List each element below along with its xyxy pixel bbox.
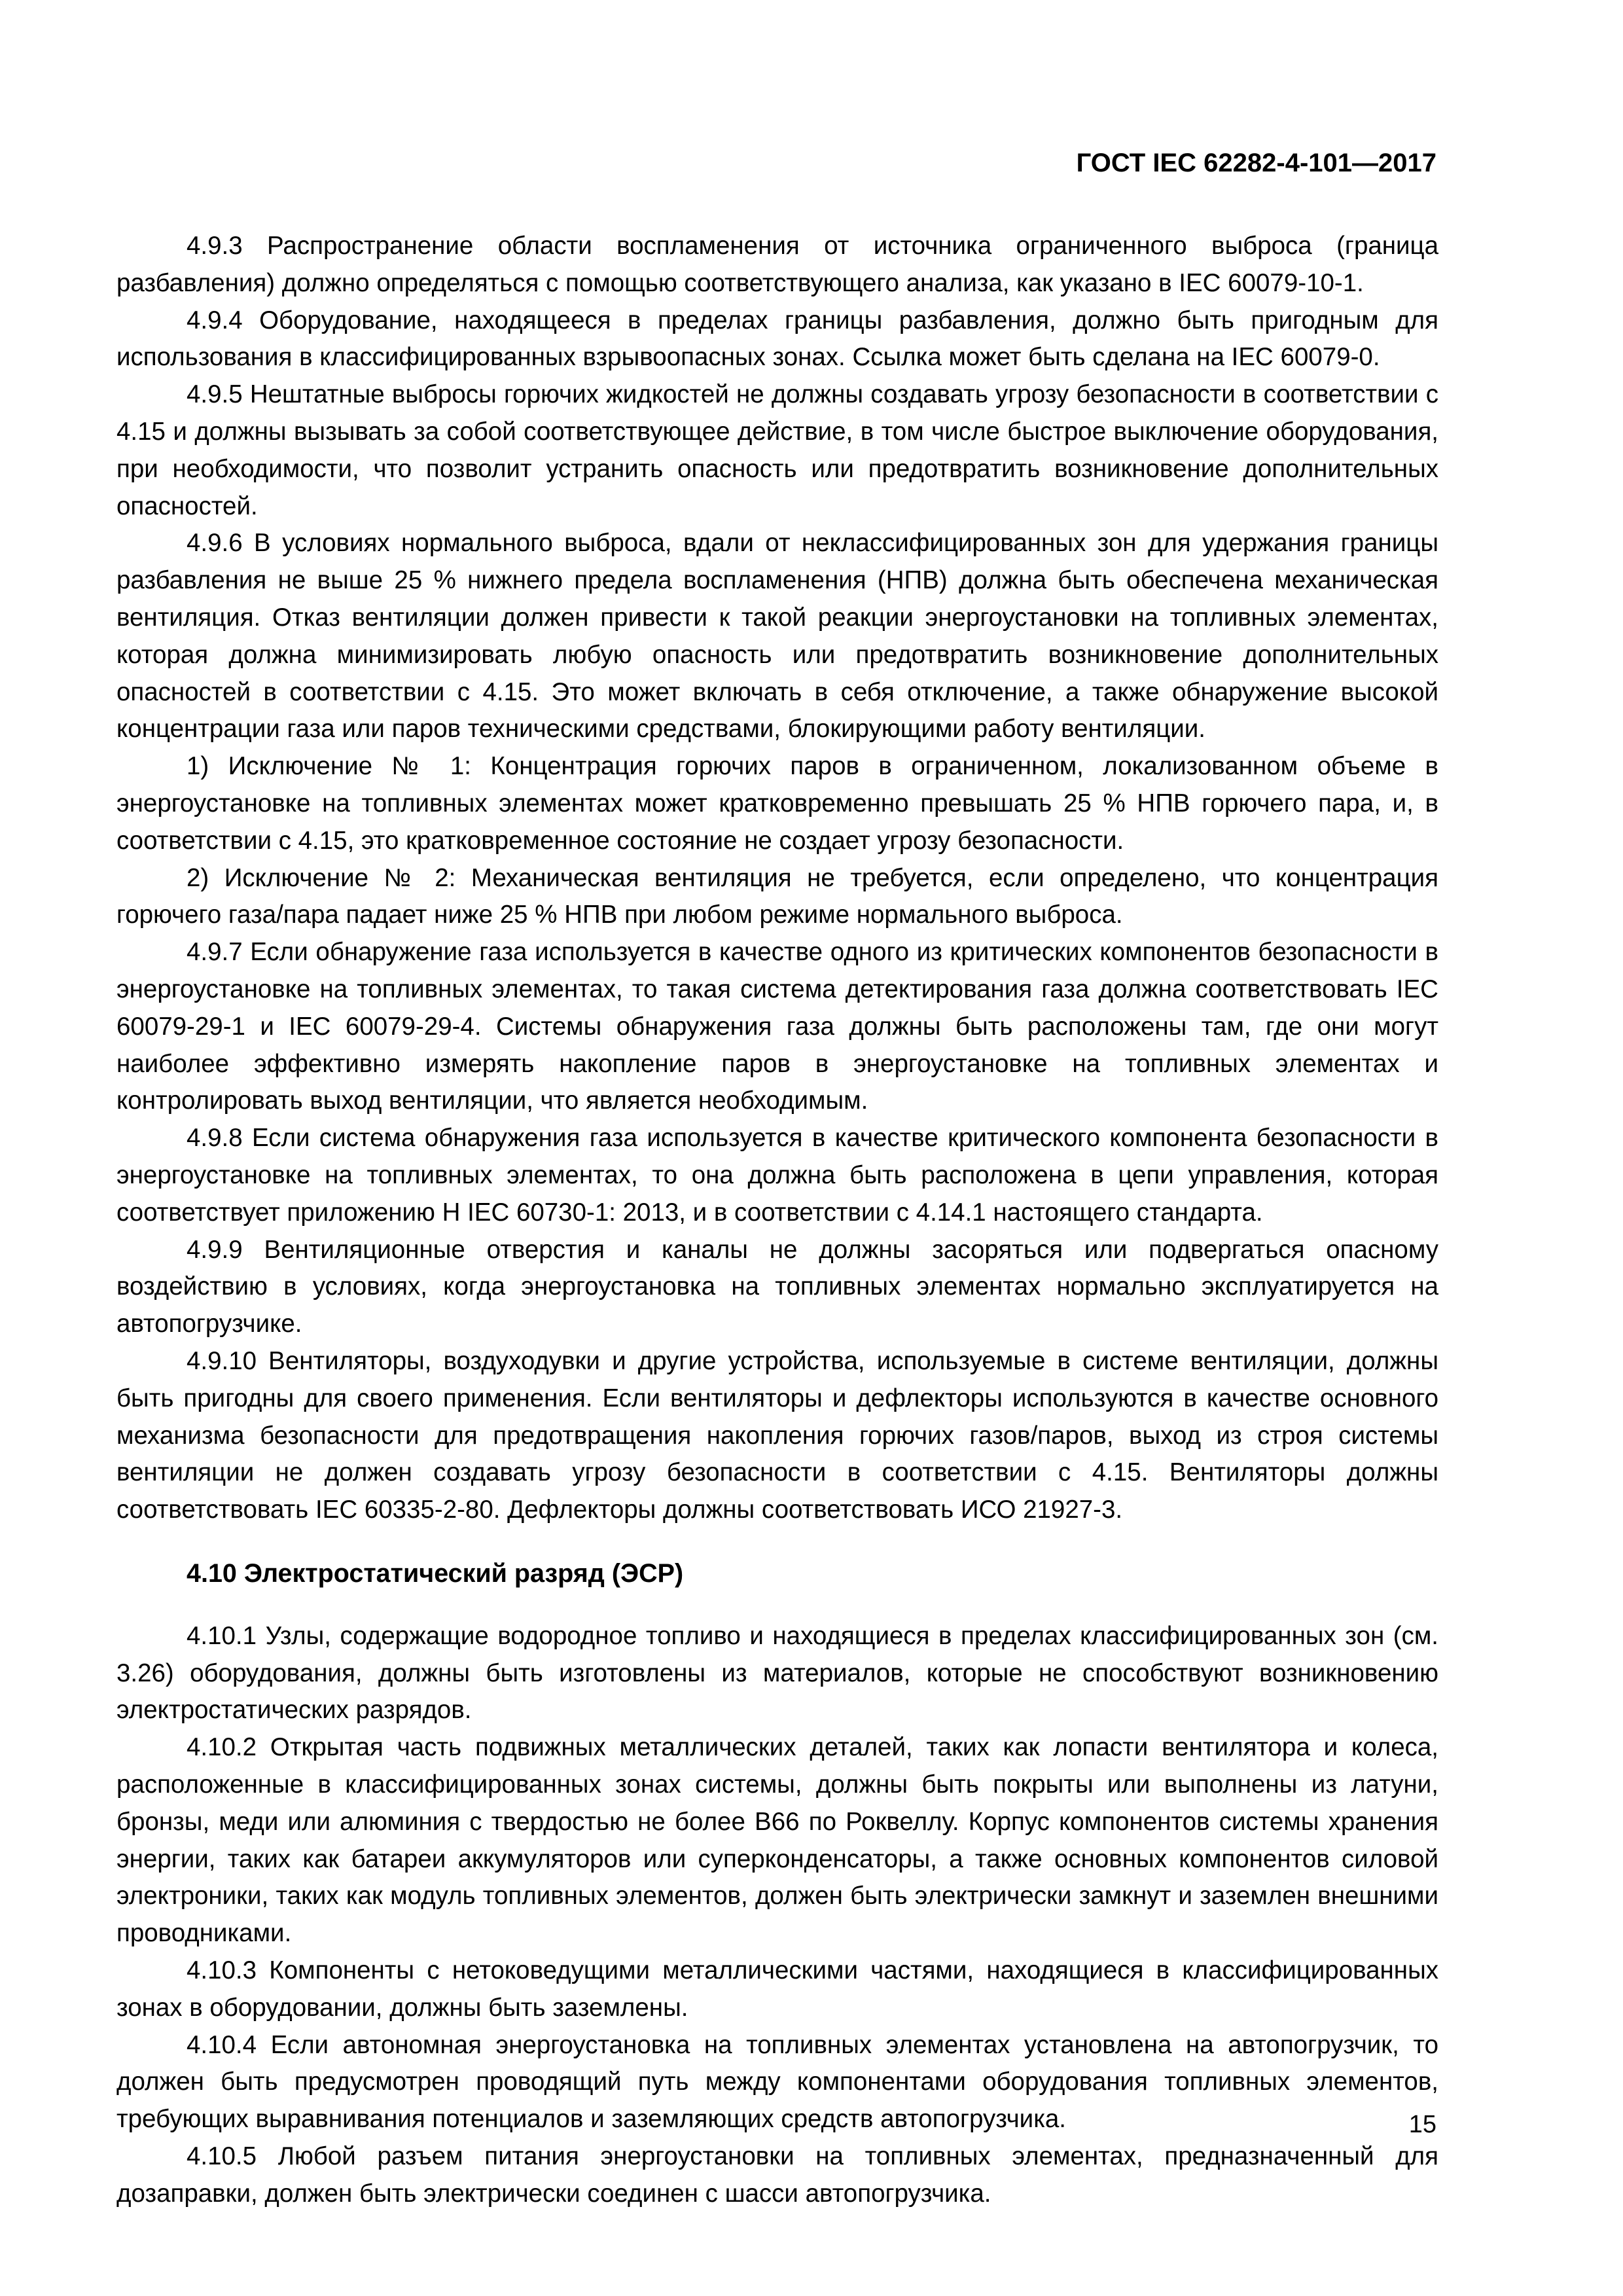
paragraph-4-10-5: 4.10.5 Любой разъем питания энергоустановки на топливных элементах, предназначенный для дозаправки, должен быть электрически соединен с шасси автопогрузчика. — [116, 2142, 1438, 2208]
paragraph-4-9-10: 4.9.10 Вентиляторы, воздуходувки и другие устройства, используемые в системе вентиляции, должны быть пригодны для своего применения. Если вентиляторы и дефлекторы используются в качестве основного механизма безопасности для предотвращения накопления горючих газов/паров, выход из строя системы вентиляции не должен создавать угрозу безопасности в соответствии с 4.15. Вентиляторы должны соответствовать IEC 60335-2-80. Дефлекторы должны соответствовать ИСО 21927-3. — [116, 1346, 1438, 1524]
paragraph-4-10-2: 4.10.2 Открытая часть подвижных металлических деталей, таких как лопасти вентилятора и колеса, расположенные в классифицированных зонах системы, должны быть покрыты или выполнены из латуни, бронзы, меди или алюминия с твердостью не более B66 по Роквеллу. Корпус компонентов системы хранения энергии, таких как батареи аккумуляторов или суперконденсаторы, а также основных компонентов силовой электроники, таких как модуль топливных элементов, должен быть электрически замкнут и заземлен внешними проводниками. — [116, 1733, 1438, 1948]
document-body — [116, 228, 1438, 2213]
paragraph-4-9-5: 4.9.5 Нештатные выбросы горючих жидкостей не должны создавать угрозу безопасности в соответствии с 4.15 и должны вызывать за собой соответствующее действие, в том числе быстрое выключение оборудования, при необходимости, что позволит устранить опасность или предотвратить возникновение дополнительных опасностей. — [116, 380, 1438, 520]
paragraph-4-10-4: 4.10.4 Если автономная энергоустановка на топливных элементах установлена на автопогрузчик, то должен быть предусмотрен проводящий путь между компонентами оборудования топливных элементов, требующих выравнивания потенциалов и заземляющих средств автопогрузчика. — [116, 2030, 1438, 2134]
paragraph-4-9-4: 4.9.4 Оборудование, находящееся в пределах границы разбавления, должно быть пригодным для использования в классифицированных взрывоопасных зонах. Ссылка может быть сделана на IEC 60079-0. — [116, 306, 1438, 372]
paragraph-4-9-6: 4.9.6 В условиях нормального выброса, вдали от неклассифицированных зон для удержания границы разбавления не выше 25 % нижнего предела воспламенения (НПВ) должна быть обеспечена механическая вентиляция. Отказ вентиляции должен привести к такой реакции энергоустановки на топливных элементах, которая должна минимизировать любую опасность или предотвратить возникновение дополнительных опасностей в соответствии с 4.15. Это может включать в себя отключение, а также обнаружение высокой концентрации газа или паров техническими средствами, блокирующими работу вентиляции. — [116, 529, 1438, 744]
paragraph-4-9-8: 4.9.8 Если система обнаружения газа используется в качестве критического компонента безопасности в энергоустановке на топливных элементах, то она должна быть расположена в цепи управления, которая соответствует приложению H IEC 60730-1: 2013, и в соответствии с 4.14.1 настоящего стандарта. — [116, 1124, 1438, 1227]
page-number: 15 — [1408, 2111, 1436, 2138]
document-number-header: ГОСТ IEC 62282-4-101—2017 — [1076, 149, 1436, 177]
paragraph-4-9-9: 4.9.9 Вентиляционные отверстия и каналы не должны засоряться или подвергаться опасному воздействию в условиях, когда энергоустановка на топливных элементах нормально эксплуатируется на автопогрузчике. — [116, 1235, 1438, 1338]
paragraph-exception-2: 2) Исключение № 2: Механическая вентиляция не требуется, если определено, что концентрация горючего газа/пара падает ниже 25 % НПВ при любом режиме нормального выброса. — [116, 863, 1438, 929]
paragraph-exception-1: 1) Исключение № 1: Концентрация горючих паров в ограниченном, локализованном объеме в энергоустановке на топливных элементах может кратковременно превышать 25 % НПВ горючего пара, и, в соответствии с 4.15, это кратковременное состояние не создает угрозу безопасности. — [116, 752, 1438, 855]
paragraph-4-9-7: 4.9.7 Если обнаружение газа используется в качестве одного из критических компонентов безопасности в энергоустановке на топливных элементах, то такая система детектирования газа должна соответствовать IEC 60079-29-1 и IEC 60079-29-4. Системы обнаружения газа должны быть расположены там, где они могут наиболее эффективно измерять накопление паров в энергоустановке на топливных элементах и контролировать выход вентиляции, что является необходимым. — [116, 938, 1438, 1115]
section-heading-4-10: 4.10 Электростатический разряд (ЭСР) — [187, 1558, 684, 1588]
paragraph-4-9-3: 4.9.3 Распространение области воспламенения от источника ограниченного выброса (граница разбавления) должно определяться с помощью соответствующего анализа, как указано в IEC 60079-10-1. — [116, 232, 1438, 297]
paragraph-4-10-3: 4.10.3 Компоненты с нетоковедущими металлическими частями, находящиеся в классифицированных зонах в оборудовании, должны быть заземлены. — [116, 1956, 1438, 2022]
paragraph-4-10-1: 4.10.1 Узлы, содержащие водородное топливо и находящиеся в пределах классифицированных зон (см. 3.26) оборудования, должны быть изготовлены из материалов, которые не способствуют возникновению электростатических разрядов. — [116, 1621, 1438, 1725]
